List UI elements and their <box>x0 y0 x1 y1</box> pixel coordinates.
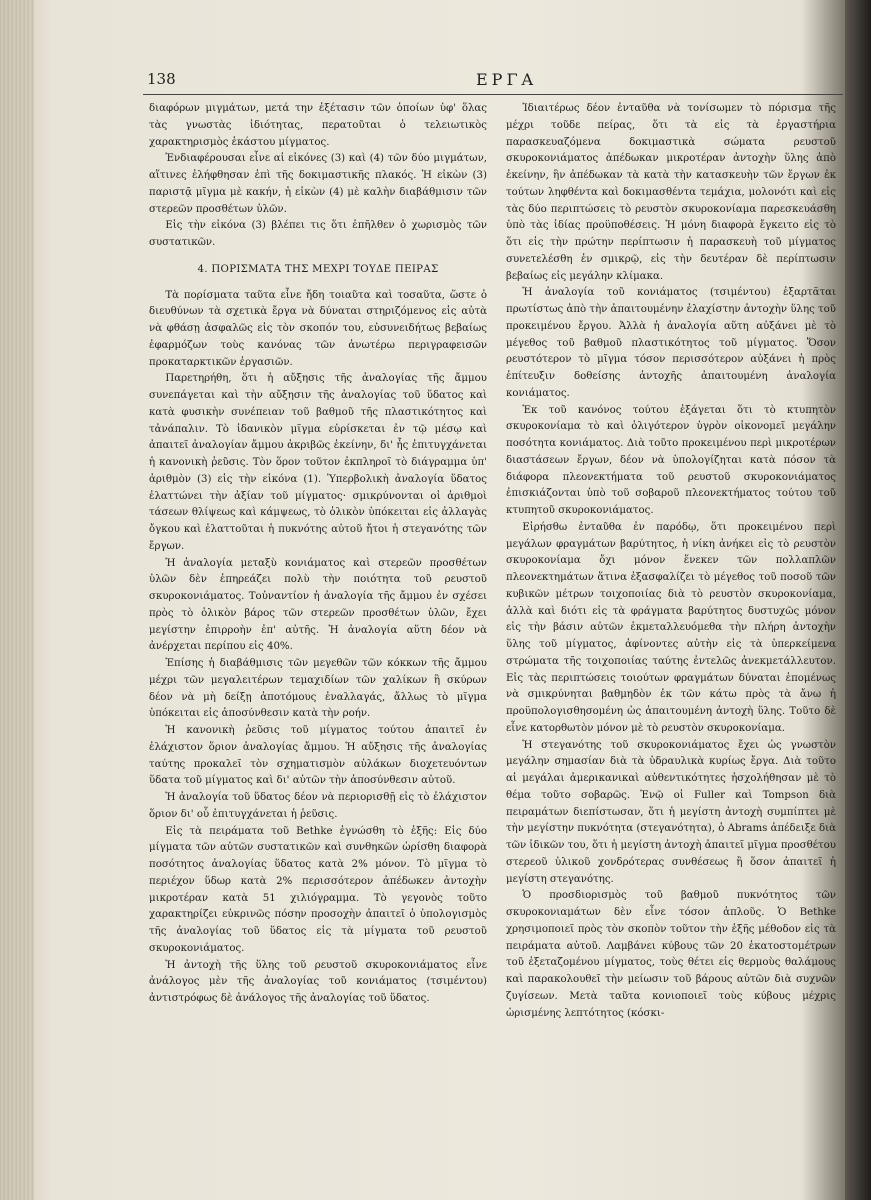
section-heading: 4. ΠΟΡΙΣΜΑΤΑ ΤΗΣ ΜΕΧΡΙ ΤΟΥΔΕ ΠΕΙΡΑΣ <box>197 263 439 275</box>
paragraph: Ἰδιαιτέρως δέον ἐνταῦθα νὰ τονίσωμεν τὸ πόρισμα τῆς μέχρι τοῦδε πείρας, ὅτι τὰ εἰς τὰ ἐργαστήρια παρασκευαζόμενα δοκιμαστικὰ σώματα ρευστοῦ σκυροκονιάματος ἀπέδωκαν μικροτέραν ἀντοχὴν ὕλης ἀπὸ ἐκείνην, ἣν ἀπέδωκαν τὰ κατὰ τὴν κατασκευὴν τῶν ἔργων ἐκ τούτων ληφθέντα καὶ δοκιμασθέντα τεμάχια, μολονότι καὶ εἰς τὰς δύο περιπτώσεις τὸ ρευστὸν σκυροκονίαμα παρεσκευάσθη ὑπὸ τὰς ἰδίας προϋποθέσεις. Ἡ μόνη διαφορὰ ἔγκειτο εἰς τὸ ὅτι εἰς τὴν πρώτην περίπτωσιν ἡ παρασκευὴ τοῦ μίγματος συνετελέσθη ἐν σμικρῷ, εἰς τὴν δευτέραν δὲ περίπτωσιν βεβαίως εἰς μεγάλην κλίμακα. <box>506 103 836 282</box>
right-column <box>506 101 836 1022</box>
paragraph: Ἐνδιαφέρουσαι εἶνε αἱ εἰκόνες (3) καὶ (4) τῶν δύο μιγμάτων, αἵτινες ἐλήφθησαν ἐπὶ τῆς δοκιμαστικῆς πλακός. Ἡ εἰκὼν (3) παριστᾷ μῖγμα μὲ κακήν, ἡ εἰκὼν (4) μὲ καλὴν διαβάθμισιν τῶν στερεῶν προσθέτων ὑλῶν. <box>149 153 487 215</box>
paragraph: Ὁ προσδιορισμὸς τοῦ βαθμοῦ πυκνότητος τῶν σκυροκονιαμάτων δὲν εἶνε τόσον ἁπλοῦς. Ὁ Bethke χρησιμοποιεῖ πρὸς τὸν σκοπὸν τοῦτον τὴν ἑξῆς μέθοδον εἰς τὰ πειράματα αὐτοῦ. Λαμβάνει κύβους τῶν 20 ἑκατοστομέτρων τοῦ ἐξεταζομένου μίγματος, τοὺς θέτει εἰς θερμοὺς θαλάμους καὶ παρακολουθεῖ τὴν μείωσιν τοῦ βάρους αὐτῶν διὰ συχνῶν ζυγίσεων. Μετὰ ταῦτα κονιοποιεῖ τοὺς κύβους μέχρις ὡρισμένης λεπτότητος (κόσκι- <box>506 890 836 1019</box>
paragraph: Ἡ κανονικὴ ῥεῦσις τοῦ μίγματος τούτου ἀπαιτεῖ ἐν ἐλάχιστον ὅριον ἀναλογίας ἄμμου. Ἡ αὔξησις τῆς ἀναλογίας ταύτης προκαλεῖ τὸν σχηματισμὸν αὐλάκων διοχετευόντων ὕδατα τοῦ μίγματος καὶ δι' αὐτῶν τὴν ἀποσύνθεσιν αὐτοῦ. <box>149 725 487 787</box>
paragraph: Ἡ ἀναλογία τοῦ κονιάματος (τσιμέντου) ἐξαρτᾶται πρωτίστως ἀπὸ τὴν ἀπαιτουμένην ἐλαχίστην ἀντοχὴν ὕλης τοῦ προκειμένου ἔργου. Ἀλλὰ ἡ ἀναλογία αὕτη αὐξάνει μὲ τὸ μέγεθος τοῦ βαθμοῦ πλαστικότητος τοῦ μίγματος. Ὅσον ρευστότερον τὸ μῖγμα τόσον περισσότερον αὐξάνει ἡ πρὸς ἐπίτευξιν δοθείσης ἀντοχῆς ἀπαιτουμένη ἀναλογία κονιάματος. <box>506 287 836 399</box>
paragraph: Εἰς τὰ πειράματα τοῦ Bethke ἐγνώσθη τὸ ἑξῆς: Εἰς δύο μίγματα τῶν αὐτῶν συστατικῶν καὶ συνθηκῶν ὡρίσθη διαφορὰ ποσότητος ἀναλογίας ὕδατος κατὰ 2% μόνον. Τὸ μῖγμα τὸ περιέχον ὕδωρ κατὰ 2% περισσότερον ἀπέδωκεν ἀντοχὴν μικροτέραν κατὰ 51 χιλιόγραμμα. Τὸ γεγονὸς τοῦτο χαρακτηρίζει εὐκρινῶς πόσην προσοχὴν ἀπαιτεῖ ὁ ὑπολογισμὸς τῆς ἀναλογίας τοῦ ὕδατος εἰς τὰ μίγματα τοῦ ρευστοῦ σκυροκονιάματος. <box>149 825 487 954</box>
paragraph: Εἰς τὴν εἰκόνα (3) βλέπει τις ὅτι ἐπῆλθεν ὁ χωρισμὸς τῶν συστατικῶν. <box>149 220 487 248</box>
header-rule <box>143 94 843 95</box>
paragraph: Εἰρήσθω ἐνταῦθα ἐν παρόδῳ, ὅτι προκειμένου περὶ μεγάλων φραγμάτων βαρύτητος, ἡ νίκη ἀνήκει εἰς τὸ ρευστὸν σκυροκονίαμα ὄχι μόνον ἕνεκεν τῶν πολλαπλῶν πλεονεκτημάτων ἅτινα ἐξασφαλίζει τὸ μέγεθος τοῦ ποσοῦ τῶν κυβικῶν μέτρων τοιχοποιίας διὰ τὸ ρευστὸν σκυροκονίαμα, ἀλλὰ καὶ διότι εἰς τὰ φράγματα βαρύτητος δυστυχῶς μόνον εἰς τὴν βάσιν αὐτῶν ἐκμεταλλευόμεθα τὴν πλήρη ἀντοχὴν ὕλης τοῦ μίγματος, ἀφίνοντες αὐτὴν εἰς τὰ ὑπερκείμενα στρώματα τῆς τοιχοποιίας ταύτης ἐντελῶς ἀνεκμετάλλευτον. Εἰς τὰς περιπτώσεις τοιούτων φραγμάτων δύναται ἐπομένως νὰ σμικρύνηται βαθμηδὸν ἐκ τῶν κάτω πρὸς τὰ ἄνω ἡ προϋπολογισθησομένη ὡς ἀπαιτουμένη ἀντοχὴ ὕλης. Τοῦτο δὲ εἶνε κατορθωτὸν μόνον μὲ τὸ ρευστὸν σκυροκονίαμα. <box>506 521 836 734</box>
paragraph: Ἡ ἀναλογία τοῦ ὕδατος δέον νὰ περιορισθῇ εἰς τὸ ἐλάχιστον ὅριον δι' οὗ ἐπιτυγχάνεται ἡ ῥεῦσις. <box>149 792 487 820</box>
page-number: 138 <box>147 70 176 88</box>
paragraph: Τὰ πορίσματα ταῦτα εἶνε ἤδη τοιαῦτα καὶ τοσαῦτα, ὥστε ὁ διευθύνων τὰ σχετικὰ ἔργα νὰ δύναται στηριζόμενος εἰς αὐτὰ νὰ φθάσῃ ἀσφαλῶς εἰς τὸν σκοπόν του, εὐσυνειδήτως βεβαίως ἐφαρμόζων τοὺς κανόνας τῶν ἀνωτέρω περιγραφεισῶν προκαταρκτικῶν ἐργασιῶν. <box>149 289 487 368</box>
left-column <box>149 101 487 1008</box>
paragraph: διαφόρων μιγμάτων, μετά την ἐξέτασιν τῶν ὁποίων ὑφ' ὅλας τὰς γνωστὰς ἰδιότητας, περατοῦται ὁ τελειωτικὸς χαρακτηρισμὸς ἑκάστου μίγματος. <box>149 103 487 148</box>
book-spine-shadow <box>845 0 871 1200</box>
paragraph: Παρετηρήθη, ὅτι ἡ αὔξησις τῆς ἀναλογίας τῆς ἄμμου συνεπάγεται καὶ τὴν αὔξησιν τῆς ἀναλογίας τοῦ ὕδατος καὶ κατὰ φυσικὴν συνέπειαν τοῦ βαθμοῦ τῆς πλαστικότητος καὶ τἀνάπαλιν. Τὸ ἰδανικὸν μῖγμα εὑρίσκεται ἐν τῷ μέσῳ καὶ ἀπαιτεῖ ἀναλογίαν ἄμμου ἀκριβῶς ἐκείνην, δι' ἧς ἐπιτυγχάνεται ἡ κανονικὴ ῥεῦσις. Τὸν ὅρον τοῦτον ἐκπληροῖ τὸ διάγραμμα ὑπ' ἀριθμὸν (3) εἰς τὴν εἰκόνα (1). Ὑπερβολικὴ ἀναλογία ὕδατος ἐλαττώνει τὴν ἀξίαν τοῦ μίγματος· σμικρύνονται οἱ ἀριθμοὶ τάσεων θλίψεως καὶ κάμψεως, τὸ ὁλικὸν ὑπόκειται εἰς ἀλλαγὰς ὄγκου καὶ ἐλαττοῦται ἡ πυκνότης αὐτοῦ ἤτοι ἡ στεγανότης τῶν ἔργων. <box>149 373 487 552</box>
running-title: ΕΡΓΑ <box>476 70 538 89</box>
paragraph: Ἐπίσης ἡ διαβάθμισις τῶν μεγεθῶν τῶν κόκκων τῆς ἄμμου μέχρι τῶν μεγαλειτέρων τεμαχιδίων τῶν χαλίκων ἢ σκύρων δέον νὰ μὴ δείξῃ ἀποτόμους ἐναλλαγάς, ἄλλως τὸ μῖγμα ὑπόκειται εἰς ἀποσύνθεσιν κατὰ τὴν ροήν. <box>149 658 487 720</box>
paragraph: Ἡ στεγανότης τοῦ σκυροκονιάματος ἔχει ὡς γνωστὸν μεγάλην σημασίαν διὰ τὰ ὑδραυλικὰ κυρίως ἔργα. Διὰ τοῦτο αἱ μεγάλαι ἀμερικανικαὶ αὐθεντικότητες ἠσχολήθησαν μὲ τὸ θέμα τοῦτο σοβαρῶς. Ἐνῷ οἱ Fuller καὶ Tompson διὰ πειραμάτων διεπίστωσαν, ὅτι ἡ μεγίστη ἀντοχὴ συμπίπτει μὲ τὴν μεγίστην πυκνότητα (στεγανότητα), ὁ Abrams ἀπέδειξε διὰ τῶν ἰδικῶν του, ὅτι ἡ μεγίστη ἀντοχὴ ἀπαιτεῖ μῖγμα προσθέτου στερεοῦ ὑλικοῦ χονδρότερας συνθέσεως ἢ ὅσον ἀπαιτεῖ ἡ μεγίστη στεγανότης. <box>506 739 836 885</box>
paragraph: Ἡ ἀναλογία μεταξὺ κονιάματος καὶ στερεῶν προσθέτων ὑλῶν δὲν ἐπηρεάζει πολὺ τὴν ποιότητα τοῦ ρευστοῦ σκυροκονιάματος. Τοὐναντίον ἡ ἀναλογία τῆς ἄμμου ἐν σχέσει πρὸς τὸ ὁλικὸν βάρος τῶν στερεῶν προσθέτων ὑλῶν, ἔχει μεγίστην ἐπιρροὴν ἐπ' αὐτῆς. Ἡ ἀναλογία αὕτη δέον νὰ ἀνέρχεται περίπου εἰς 40%. <box>149 557 487 653</box>
paragraph: Ἐκ τοῦ κανόνος τούτου ἐξάγεται ὅτι τὸ κτυπητὸν σκυροκονίαμα τὸ καὶ ὀλιγότερον ὑγρὸν οἰκονομεῖ μεγάλην ποσότητα κονιάματος. Διὰ τοῦτο προκειμένου περὶ μικροτέρων διαστάσεων ἔργων, δέον νὰ ὑπολογίζηται κατὰ πόσον τὰ διάφορα πλεονεκτήματα τοῦ ρευστοῦ σκυροκονιάματος ἐπισκιάζονται ὑπὸ τοῦ σοβαροῦ πλεονεκτήματος τούτου τοῦ κτυπητοῦ σκυροκονιάματος. <box>506 404 836 516</box>
paragraph: Ἡ ἀντοχὴ τῆς ὕλης τοῦ ρευστοῦ σκυροκονιάματος εἶνε ἀνάλογος μὲν τῆς ἀναλογίας τοῦ κονιάματος (τσιμέντου) ἀντιστρόφως δὲ ἀνάλογος τῆς ἀναλογίας τοῦ ὕδατος. <box>149 959 487 1004</box>
page-binding-edge <box>0 0 34 1200</box>
